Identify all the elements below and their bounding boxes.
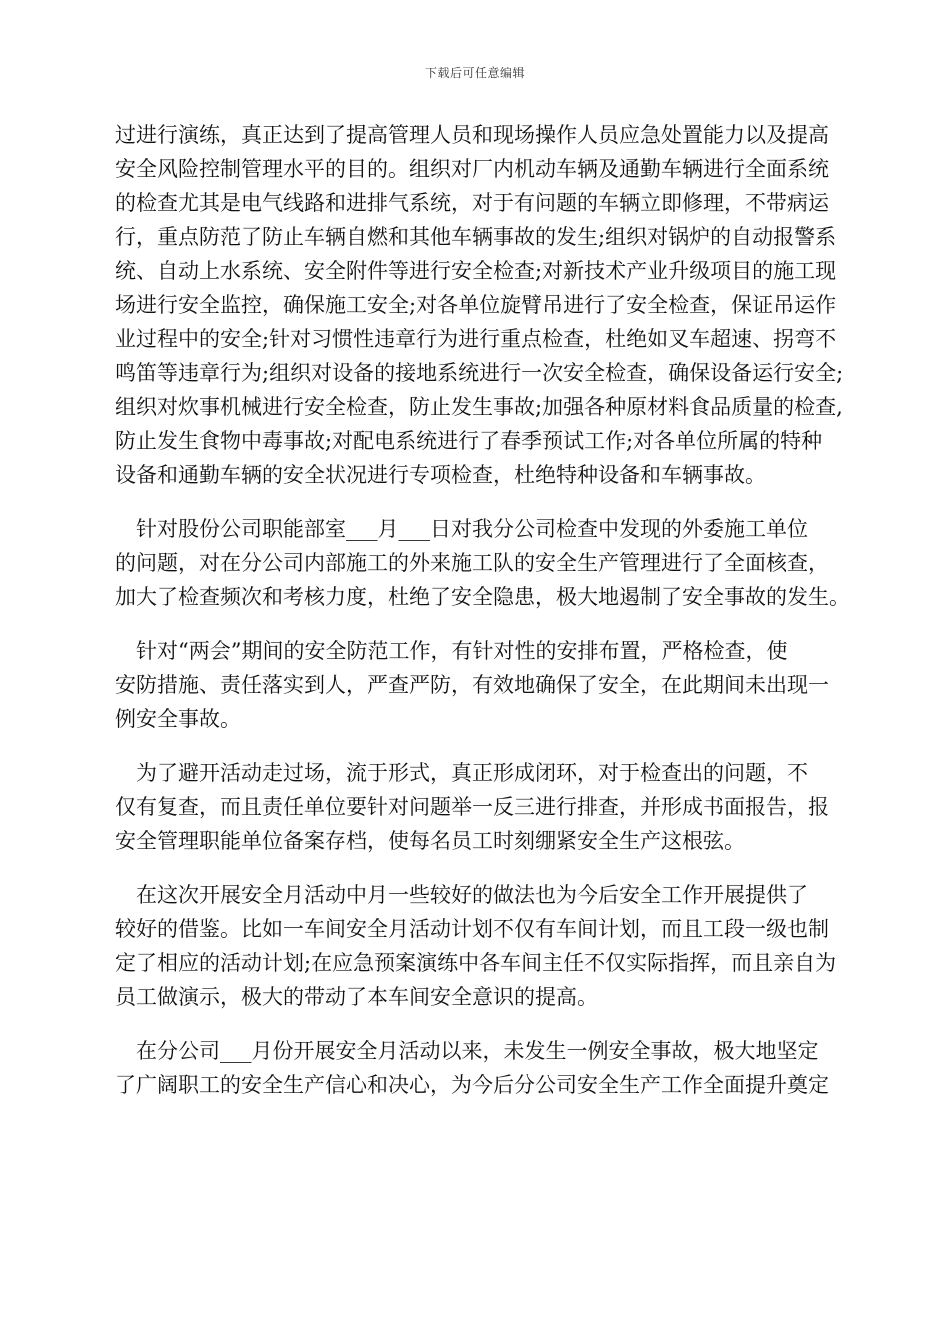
text-line: 鸣笛等违章行为;组织对设备的接地系统进行一次安全检查，确保设备运行安全; <box>115 361 844 385</box>
text-line: 为了避开活动走过场，流于形式，真正形成闭环，对于检查出的问题，不 <box>136 761 808 785</box>
paragraph-5 <box>115 878 865 1014</box>
text-line: 安全风险控制管理水平的目的。组织对厂内机动车辆及通勤车辆进行全面系统 <box>115 157 829 181</box>
text-line: 在这次开展安全月活动中月一些较好的做法也为今后安全工作开展提供了 <box>136 883 808 907</box>
text-line: 较好的借鉴。比如一车间安全月活动计划不仅有车间计划，而且工段一级也制 <box>115 917 829 941</box>
text-line: 的问题，对在分公司内部施工的外来施工队的安全生产管理进行了全面核查， <box>115 551 829 575</box>
text-line: 员工做演示，极大的带动了本车间安全意识的提高。 <box>115 985 598 1009</box>
paragraph-6 <box>115 1034 865 1102</box>
text-line: 场进行安全监控，确保施工安全;对各单位旋臂吊进行了安全检查，保证吊运作 <box>115 293 837 317</box>
text-line: 安全管理职能单位备案存档，使每名员工时刻绷紧安全生产这根弦。 <box>115 829 745 853</box>
paragraph-1 <box>115 118 865 492</box>
text-line: 仅有复查，而且责任单位要针对问题举一反三进行排查，并形成书面报告，报 <box>115 795 829 819</box>
text-line: 过进行演练，真正达到了提高管理人员和现场操作人员应急处置能力以及提高 <box>115 123 829 147</box>
text-line: 在分公司___月份开展安全月活动以来，未发生一例安全事故，极大地坚定 <box>136 1039 819 1063</box>
text-line: 了广阔职工的安全生产信心和决心，为今后分公司安全生产工作全面提升奠定 <box>115 1073 829 1097</box>
paragraph-4 <box>115 756 865 858</box>
text-line: 设备和通勤车辆的安全状况进行专项检查，杜绝特种设备和车辆事故。 <box>115 463 766 487</box>
text-line: 定了相应的活动计划;在应急预案演练中各车间主任不仅实际指挥，而且亲自为 <box>115 951 837 975</box>
text-line: 加大了检查频次和考核力度，杜绝了安全隐患，极大地遏制了安全事故的发生。 <box>115 585 850 609</box>
text-line: 行，重点防范了防止车辆自燃和其他车辆事故的发生;组织对锅炉的自动报警系 <box>115 225 837 249</box>
paragraph-2 <box>115 512 865 614</box>
text-line: 业过程中的安全;针对习惯性违章行为进行重点检查，杜绝如叉车超速、拐弯不 <box>115 327 837 351</box>
text-line: 针对股份公司职能部室___月___日对我分公司检查中发现的外委施工单位 <box>136 517 808 541</box>
text-line: 的检查尤其是电气线路和进排气系统，对于有问题的车辆立即修理，不带病运 <box>115 191 829 215</box>
text-line: 组织对炊事机械进行安全检查，防止发生事故;加强各种原材料食品质量的检查, <box>115 395 843 419</box>
text-line: 针对“两会”期间的安全防范工作，有针对性的安排布置，严格检查，使 <box>136 639 788 663</box>
text-line: 安防措施、责任落实到人，严查严防，有效地确保了安全，在此期间未出现一 <box>115 673 829 697</box>
paragraph-3 <box>115 634 865 736</box>
text-line: 防止发生食物中毒事故;对配电系统进行了春季预试工作;对各单位所属的特种 <box>115 429 823 453</box>
page-header: 下载后可任意编辑 <box>424 66 525 80</box>
document-body <box>115 118 865 1102</box>
text-line: 例安全事故。 <box>115 707 241 731</box>
text-line: 统、自动上水系统、安全附件等进行安全检查;对新技术产业升级项目的施工现 <box>115 259 837 283</box>
